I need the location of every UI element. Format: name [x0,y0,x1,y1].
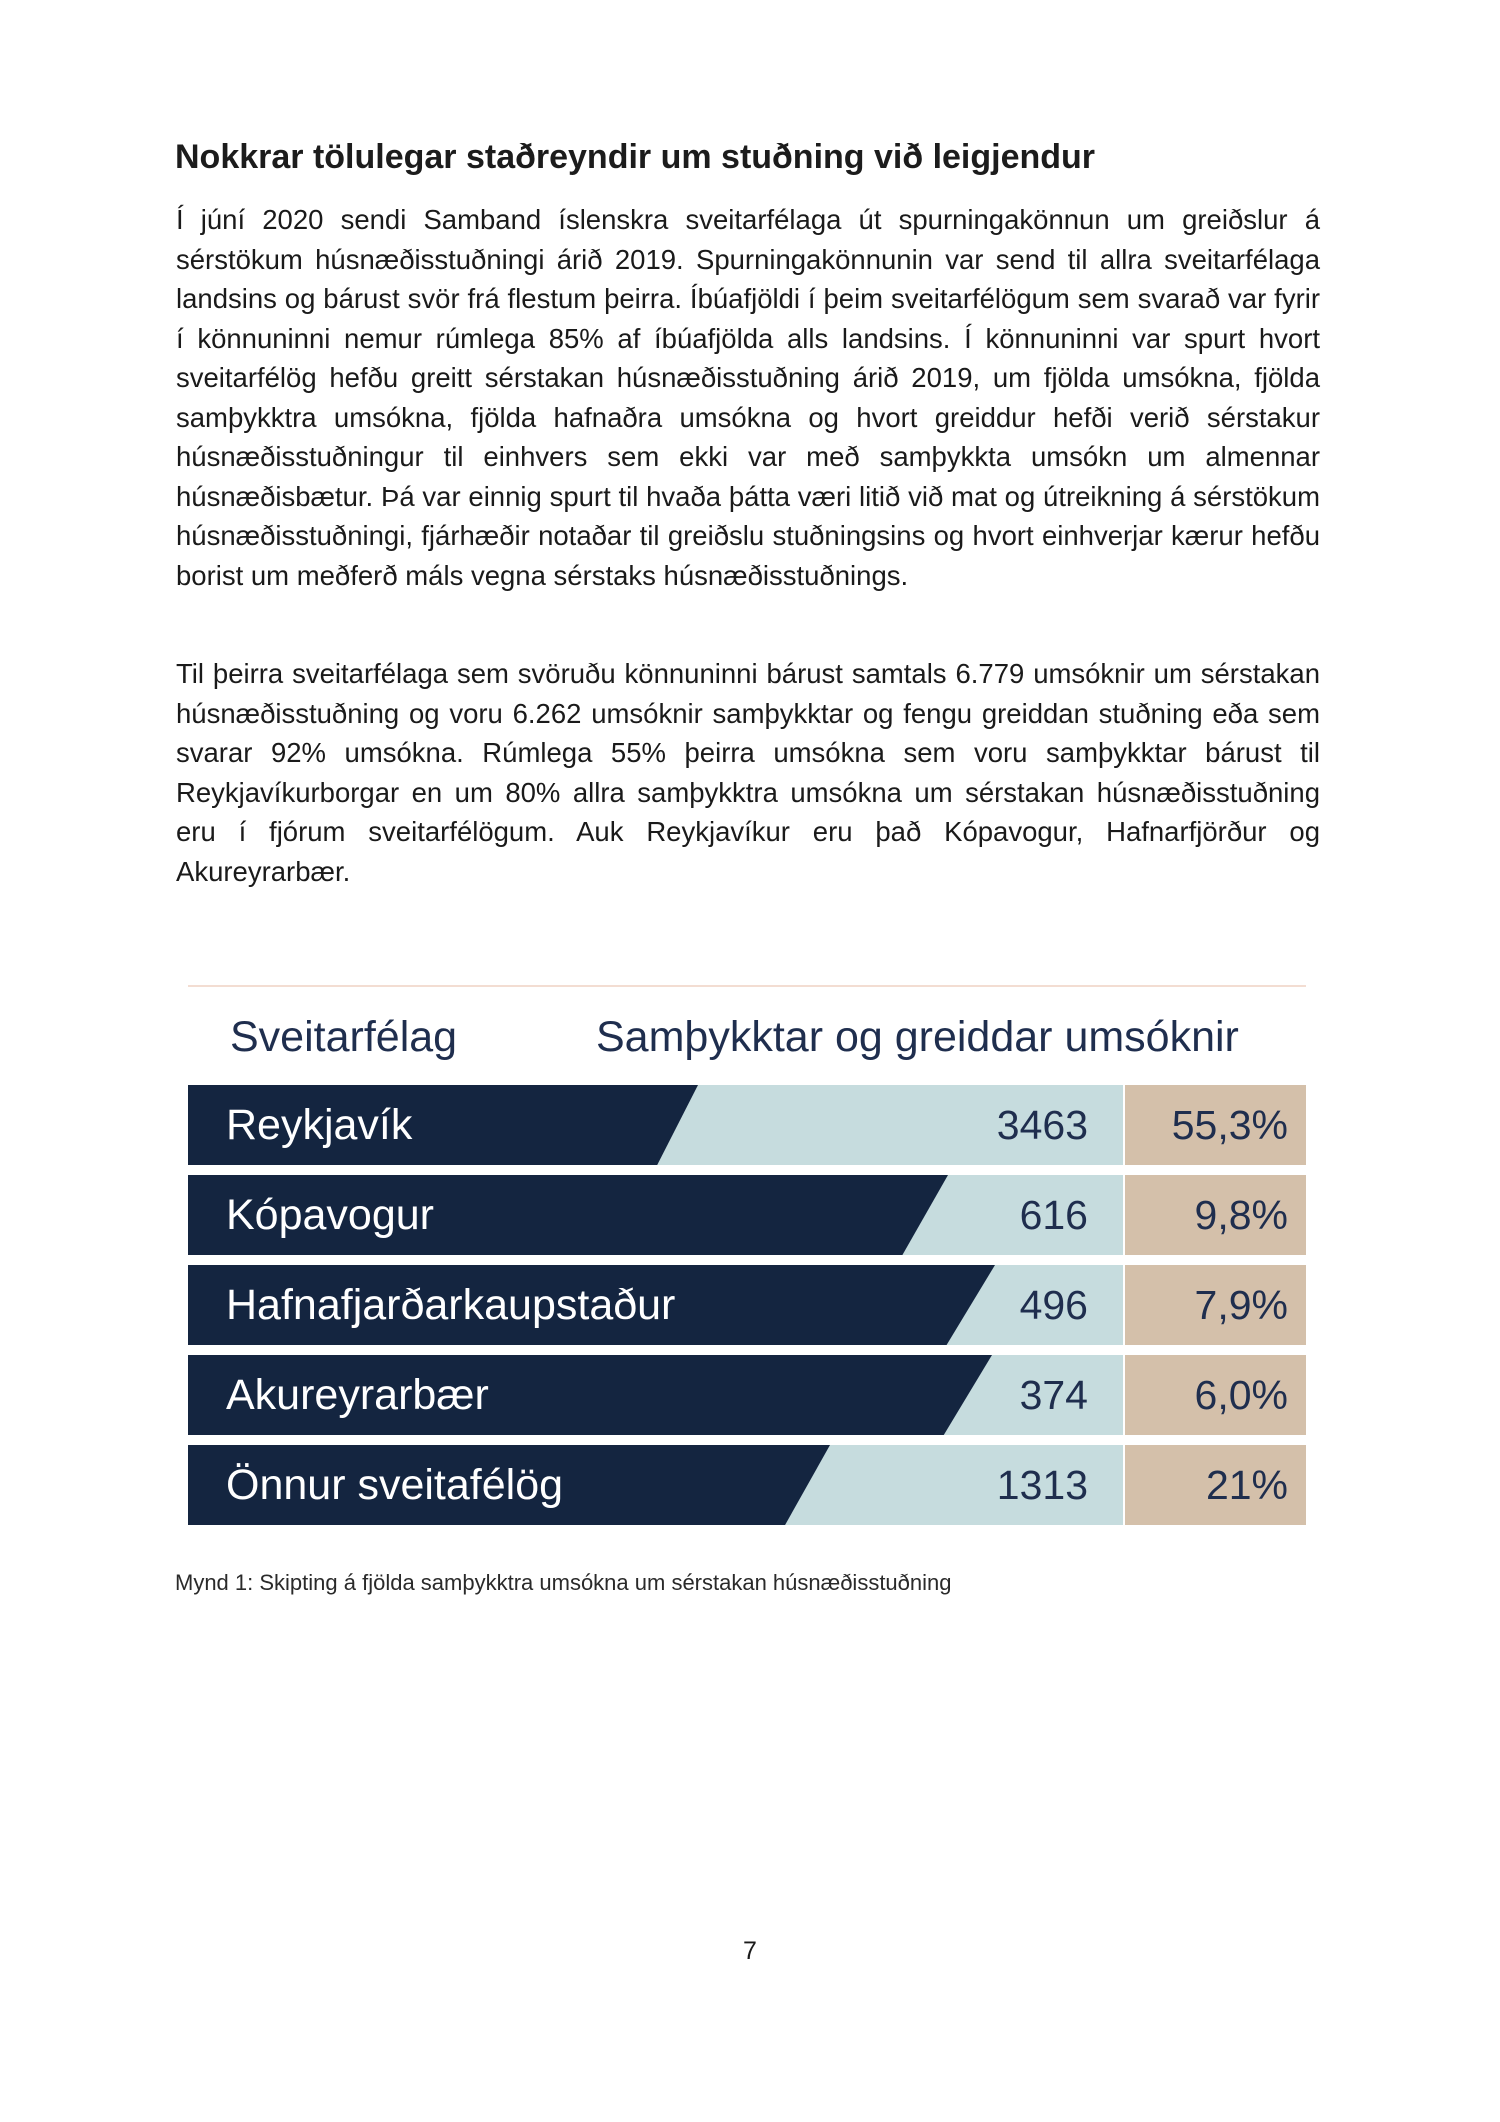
figure-row [188,1445,1306,1525]
row-approved-count: 496 [1019,1282,1088,1328]
figure-row [188,1175,1306,1255]
row-municipality-name: Reykjavík [226,1101,413,1149]
row-percent: 6,0% [1194,1372,1288,1418]
row-approved-count: 616 [1019,1192,1088,1238]
section-heading: Nokkrar tölulegar staðreyndir um stuðning við leigjendur [175,138,1096,176]
row-municipality-name: Hafnafjarðarkaupstaður [226,1281,676,1329]
paragraph-survey: Í júní 2020 sendi Samband íslenskra sveitarfélaga út spurningakönnun um greiðslur á sérstökum húsnæðisstuðningi árið 2019. Spurningakönnunin var send til allra sveitarfélaga landsins og bárust svör frá flestum þeirra. Íbúafjöldi í þeim sveitarfélögum sem svarað var fyrir í könnuninni nemur rúmlega 85% af íbúafjölda alls landsins. Í könnuninni var spurt hvort sveitarfélög hefðu greitt sérstakan húsnæðisstuðning árið 2019, um fjölda umsókna, fjölda samþykktra umsókna, fjölda hafnaðra umsókna og hvort greiddur hefði verið sérstakur húsnæðisstuðningur til einhvers sem ekki var með samþykkta umsókn um almennar húsnæðisbætur. Þá var einnig spurt til hvaða þátta væri litið við mat og útreikning á sérstökum húsnæðisstuðningi, fjárhæðir notaðar til greiðslu stuðningsins og hvort einhverjar kærur hefðu borist um meðferð máls vegna sérstaks húsnæðisstuðnings. [176,204,1320,591]
row-percent: 55,3% [1171,1102,1288,1148]
municipality-figure [188,985,1308,1540]
row-approved-count: 374 [1019,1372,1088,1418]
row-municipality-name: Akureyrarbær [226,1371,489,1419]
figure-row [188,1265,1306,1345]
column-header-approved: Samþykktar og greiddar umsóknir [596,1013,1239,1061]
row-approved-count: 1313 [996,1462,1088,1508]
page-number: 7 [743,1937,757,1965]
column-header-municipality: Sveitarfélag [230,1013,458,1061]
row-percent: 9,8% [1194,1192,1288,1238]
row-municipality-name: Önnur sveitafélög [226,1461,564,1509]
row-percent: 7,9% [1194,1282,1288,1328]
figure-caption: Mynd 1: Skipting á fjölda samþykktra umsókna um sérstakan húsnæðisstuðning [175,1570,952,1595]
figure-top-rule [188,985,1306,987]
figure-row [188,1355,1306,1435]
row-municipality-name: Kópavogur [226,1191,434,1239]
paragraph-results: Til þeirra sveitarfélaga sem svöruðu könnuninni bárust samtals 6.779 umsóknir um sérstakan húsnæðisstuðning og voru 6.262 umsóknir samþykktar og fengu greiddan stuðning eða sem svarar 92% umsókna. Rúmlega 55% þeirra umsókna sem voru samþykktar bárust til Reykjavíkurborgar en um 80% allra samþykktra umsókna um sérstakan húsnæðisstuðning eru í fjórum sveitarfélögum. Auk Reykjavíkur eru það Kópavogur, Hafnarfjörður og Akureyrarbær. [176,658,1320,887]
figure-row [188,1085,1306,1165]
row-approved-count: 3463 [996,1102,1088,1148]
row-percent: 21% [1205,1462,1288,1508]
